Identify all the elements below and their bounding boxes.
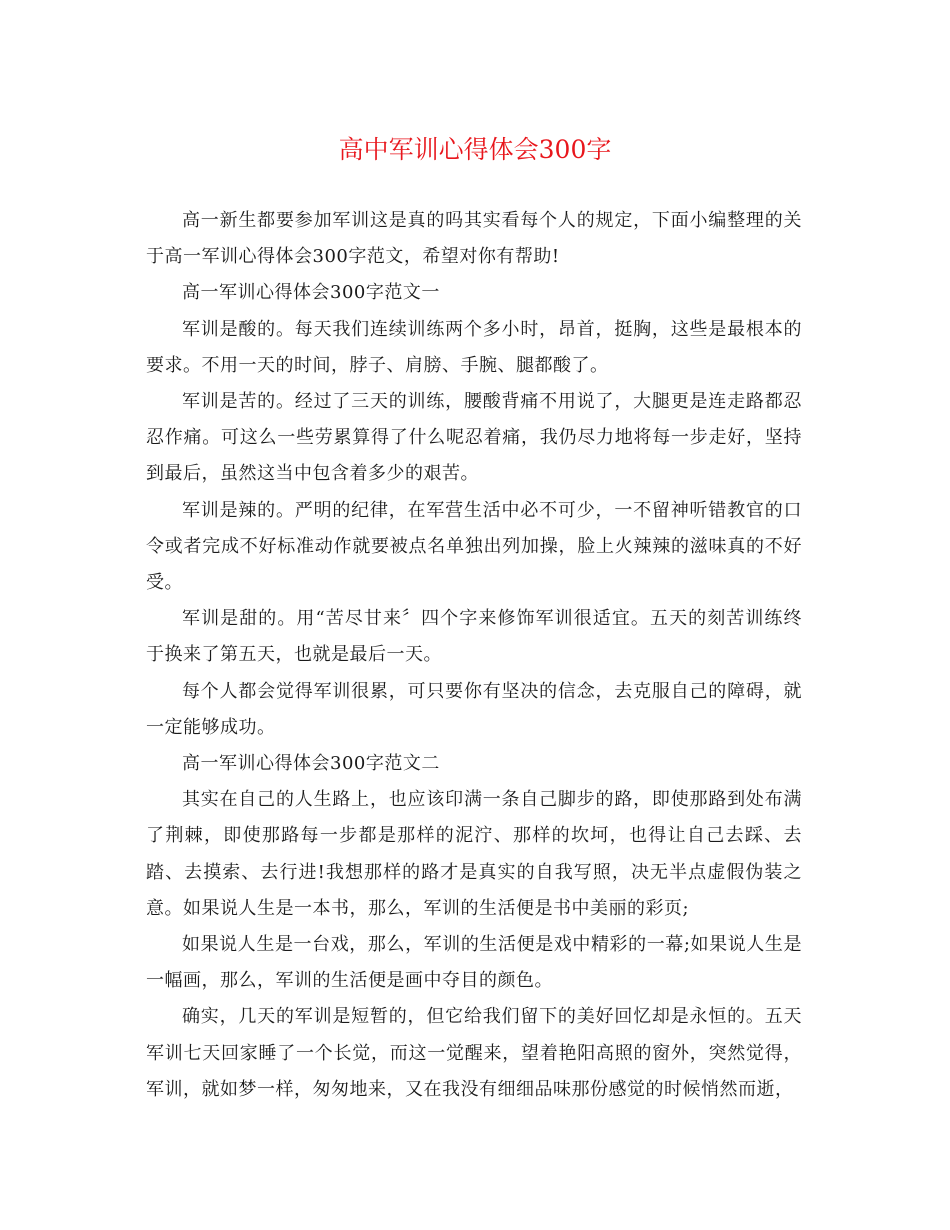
document-body bbox=[146, 203, 802, 1108]
section-heading-one: 高一军训心得体会300字范文一 bbox=[182, 282, 440, 304]
paragraph-spicy: 军训是辣的。严明的纪律，在军营生活中必不可少，一不留神听错教官的口令或者完成不好标准动作就要被点名单独出列加操，脸上火辣辣的滋味真的不好受。 bbox=[146, 499, 802, 594]
paragraph-life-road: 其实在自己的人生路上，也应该印满一条自己脚步的路，即使那路到处布满了荆棘，即使那路每一步都是那样的泥泞、那样的坎坷，也得让自己去踩、去踏、去摸索、去行进!我想那样的路才是真实的自我写照，决无半点虚假伪装之意。如果说人生是一本书，那么，军训的生活便是书中美丽的彩页; bbox=[146, 789, 802, 919]
paragraph-sweet: 军训是甜的。用“苦尽甘来〞四个字来修饰军训很适宜。五天的刻苦训练终于换来了第五天，也就是最后一天。 bbox=[146, 608, 802, 666]
document-title: 高中军训心得体会300字 bbox=[338, 135, 612, 164]
paragraph-life-play: 如果说人生是一台戏，那么，军训的生活便是戏中精彩的一幕;如果说人生是一幅画，那么，军训的生活便是画中夺目的颜色。 bbox=[146, 934, 802, 992]
paragraph-bitter: 军训是苦的。经过了三天的训练，腰酸背痛不用说了，大腿更是连走路都忍忍作痛。可这么一些劳累算得了什么呢忍着痛，我仍尽力地将每一步走好，坚持到最后，虽然这当中包含着多少的艰苦。 bbox=[146, 391, 802, 485]
section-heading-two: 高一军训心得体会300字范文二 bbox=[182, 753, 440, 775]
paragraph-intro: 高一新生都要参加军训这是真的吗其实看每个人的规定，下面小编整理的关于高一军训心得体会300字范文，希望对你有帮助! bbox=[146, 210, 802, 268]
paragraph-success: 每个人都会觉得军训很累，可只要你有坚决的信念，去克服自己的障碍，就一定能够成功。 bbox=[146, 680, 802, 738]
paragraph-memory: 确实，几天的军训是短暂的，但它给我们留下的美好回忆却是永恒的。五天军训七天回家睡了一个长觉，而这一觉醒来，望着艳阳高照的窗外，突然觉得，军训，就如梦一样，匆匆地来，又在我没有细细品味那份感觉的时候悄然而逝， bbox=[146, 1006, 802, 1100]
paragraph-sour: 军训是酸的。每天我们连续训练两个多小时，昂首，挺胸，这些是最根本的要求。不用一天的时间，脖子、肩膀、手腕、腿都酸了。 bbox=[146, 318, 802, 376]
